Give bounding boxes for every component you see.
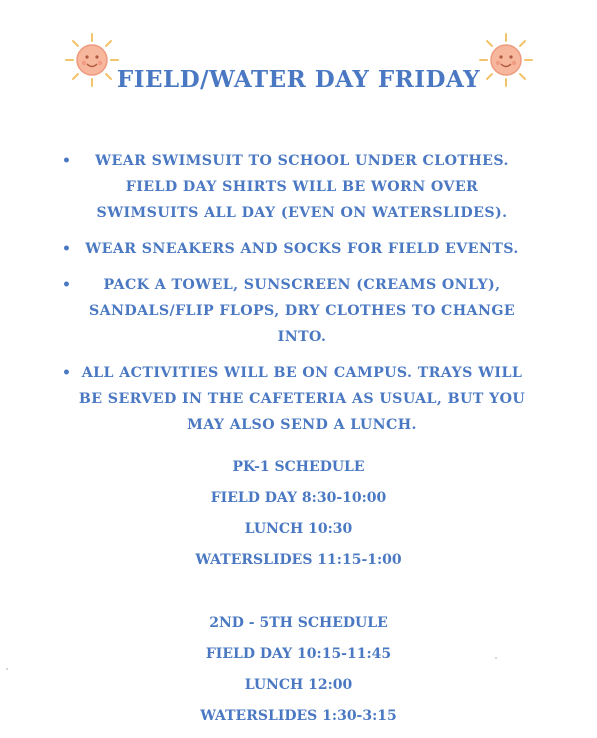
schedule-pk1 xyxy=(0,452,597,576)
schedule-heading: 2ND - 5TH SCHEDULE xyxy=(209,615,388,631)
page-title: FIELD/WATER DAY FRIDAY xyxy=(116,66,481,93)
bullet-icon: • xyxy=(62,153,72,169)
list-item-text: WEAR SNEAKERS AND SOCKS FOR FIELD EVENTS. xyxy=(85,241,519,257)
list-item-text: ALL ACTIVITIES WILL BE ON CAMPUS. TRAYS WILL BE SERVED IN THE CAFETERIA AS USUAL, BUT YOU MAY ALSO SEND A LUNCH. xyxy=(78,365,526,433)
list-item-text: WEAR SWIMSUIT TO SCHOOL UNDER CLOTHES. FIELD DAY SHIRTS WILL BE WORN OVER SWIMSUITS ALL DAY (EVEN ON WATERSLIDES). xyxy=(95,153,509,221)
list-item xyxy=(62,360,532,438)
list-item xyxy=(62,148,532,226)
bullet-icon: • xyxy=(62,365,72,381)
scan-speck xyxy=(495,657,497,659)
bullet-icon: • xyxy=(62,277,72,293)
schedule-line: FIELD DAY 8:30-10:00 xyxy=(210,490,387,506)
schedule-line: LUNCH 10:30 xyxy=(244,521,353,537)
bullet-icon: • xyxy=(62,241,72,257)
list-item xyxy=(62,236,532,262)
schedule-heading: PK-1 SCHEDULE xyxy=(232,459,365,475)
schedule-line: WATERSLIDES 11:15-1:00 xyxy=(195,552,402,568)
list-item xyxy=(62,272,532,350)
instructions-list xyxy=(62,148,532,448)
scan-speck xyxy=(6,668,8,670)
schedule-line: LUNCH 12:00 xyxy=(244,677,353,693)
schedule-line: WATERSLIDES 1:30-3:15 xyxy=(200,708,397,724)
schedule-line: FIELD DAY 10:15-11:45 xyxy=(205,646,392,662)
list-item-text: PACK A TOWEL, SUNSCREEN (CREAMS ONLY), SANDALS/FLIP FLOPS, DRY CLOTHES TO CHANGE INTO. xyxy=(88,277,516,345)
schedule-2nd-5th xyxy=(0,608,597,732)
